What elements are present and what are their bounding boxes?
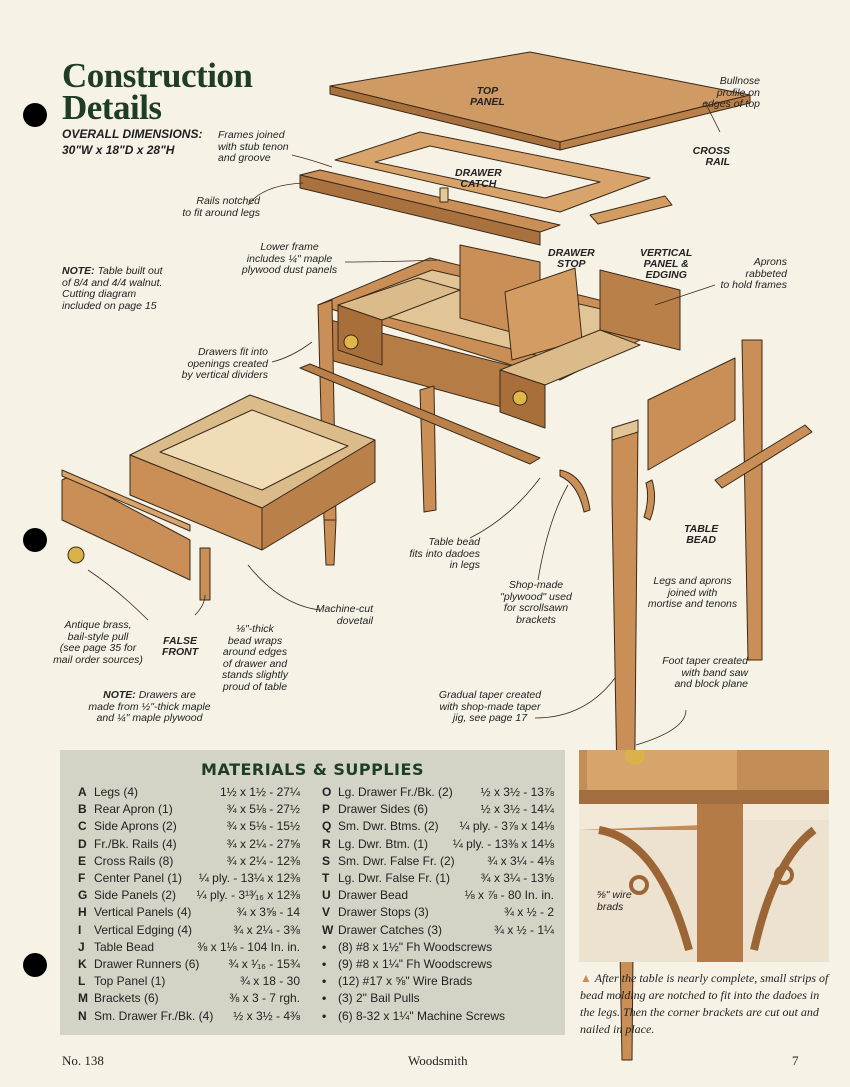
material-name: Lg. Dwr. Btm. (1) [338, 836, 429, 851]
material-name: Side Panels (2) [94, 888, 177, 903]
material-row [78, 818, 300, 835]
material-key: D [78, 836, 87, 851]
label-drawer-stop: DRAWER STOP [548, 247, 595, 270]
materials-title: MATERIALS & SUPPLIES [201, 760, 424, 779]
material-row [322, 904, 554, 921]
material-name: Drawer Stops (3) [338, 905, 429, 920]
rear-leg [742, 340, 762, 660]
material-name: Brackets (6) [94, 991, 159, 1006]
side-apron-part [648, 358, 735, 470]
page-title: Construction Details [62, 56, 253, 127]
material-row [322, 956, 554, 973]
material-row [78, 801, 300, 818]
material-key: R [322, 836, 331, 851]
material-size: ¼ ply. - 3⅞ x 14⅛ [459, 819, 554, 834]
material-name: Center Panel (1) [94, 871, 183, 886]
material-row [78, 904, 300, 921]
label-frames-joined: Frames joined with stub tenon and groove [218, 129, 289, 164]
label-rails-notched: Rails notched to fit around legs [182, 195, 260, 219]
material-name: Sm. Dwr. Btms. (2) [338, 819, 439, 834]
label-table-bead-fits: Table bead fits into dadoes in legs [409, 536, 480, 571]
material-name: (6) 8-32 x 1¼" Machine Screws [338, 1008, 505, 1023]
material-size: ¾ x 3¼ - 13⅝ [480, 871, 554, 886]
material-size: ⅜ x 3 - 7 rgh. [229, 991, 300, 1006]
material-key: E [78, 853, 87, 868]
material-name: Legs (4) [94, 785, 139, 799]
material-key: P [322, 802, 331, 817]
material-key: F [78, 871, 86, 886]
material-row [322, 818, 554, 835]
label-false-front: FALSE FRONT [162, 635, 199, 658]
material-row [78, 853, 300, 870]
material-name: Vertical Edging (4) [94, 922, 193, 937]
material-key: • [322, 957, 327, 972]
material-name: (9) #8 x 1¼" Fh Woodscrews [338, 957, 493, 972]
material-size: ¾ x 2¼ - 3⅜ [233, 922, 300, 937]
footer-issue: No. 138 [62, 1053, 104, 1068]
material-key: S [322, 853, 331, 868]
material-row [322, 801, 554, 818]
material-key: C [78, 819, 87, 834]
material-name: Lg. Dwr. False Fr. (1) [338, 871, 451, 886]
material-name: (8) #8 x 1½" Fh Woodscrews [338, 939, 493, 954]
material-size: ¼ ply. - 13⅜ x 14⅛ [452, 836, 554, 851]
material-key: B [78, 802, 87, 817]
material-size: ½ x 3½ - 13⅞ [480, 785, 554, 799]
material-size: ¾ x ½ - 1¼ [493, 922, 554, 937]
material-row [322, 887, 554, 904]
material-key: H [78, 905, 87, 920]
note-walnut: NOTE: Table built out of 8/4 and 4/4 walnut. Cutting diagram included on page 15 [62, 265, 163, 312]
material-name: Lg. Drawer Fr./Bk. (2) [338, 785, 453, 799]
material-size: ¾ x 18 - 30 [239, 974, 300, 989]
material-size: ¾ x ¹⁄₁₆ - 15¾ [228, 957, 300, 972]
material-name: Drawer Catches (3) [338, 922, 443, 937]
material-name: Table Bead [94, 939, 155, 954]
material-name: Sm. Drawer Fr./Bk. (4) [94, 1008, 214, 1023]
label-lower-frame: Lower frame includes ¼" maple plywood dust panels [241, 241, 338, 276]
photo-caption: ▲ After the table is nearly complete, small strips of bead molding are notched to fit into the dadoes in the legs. Then the corner brackets are cut out and nailed in place. [580, 971, 829, 1036]
materials-left-column [78, 784, 300, 1025]
material-key: • [322, 1008, 327, 1023]
material-name: Side Aprons (2) [94, 819, 177, 834]
material-size: ½ x 3½ - 4⅜ [233, 1008, 300, 1023]
material-key: O [322, 785, 332, 799]
material-key: G [78, 888, 88, 903]
material-row [322, 784, 554, 801]
footer-page-number: 7 [792, 1053, 799, 1068]
material-key: M [78, 991, 88, 1006]
material-name: Drawer Runners (6) [94, 957, 200, 972]
material-size: ½ x 3½ - 14¼ [480, 802, 554, 817]
material-name: Rear Apron (1) [94, 802, 173, 817]
material-row [322, 990, 554, 1007]
label-drawers-fit: Drawers fit into openings created by vertical dividers [181, 346, 268, 381]
material-name: Sm. Dwr. False Fr. (2) [338, 853, 455, 868]
triangle-bullet-icon: ▲ [580, 971, 592, 985]
label-vertical-panel: VERTICAL PANEL & EDGING [640, 247, 693, 281]
material-row [78, 784, 300, 801]
note-drawers: NOTE: Drawers are made from ½"-thick maple and ¼" maple plywood [88, 689, 211, 724]
label-shop-made: Shop-made "plywood" used for scrollsawn brackets [500, 579, 572, 626]
material-row [78, 990, 300, 1007]
material-name: (12) #17 x ⅝" Wire Brads [338, 974, 473, 989]
materials-right-column [322, 784, 554, 1025]
material-key: A [78, 785, 87, 799]
material-row [78, 956, 300, 973]
label-table-bead: TABLE BEAD [684, 523, 719, 546]
label-machine-cut: Machine-cut dovetail [315, 603, 373, 627]
material-size: ¼ ply. - 3¹³⁄₁₆ x 12⅜ [196, 888, 300, 903]
material-key: L [78, 974, 86, 989]
material-key: I [78, 922, 82, 937]
material-row [78, 870, 300, 887]
material-size: ⅛ x ⅞ - 80 In. in. [464, 888, 554, 903]
material-row [322, 922, 554, 939]
material-key: W [322, 922, 334, 937]
material-row [78, 939, 300, 956]
material-size: ¼ ply. - 13¼ x 12⅜ [198, 871, 300, 886]
material-key: V [322, 905, 331, 920]
material-key: • [322, 939, 327, 954]
material-key: T [322, 871, 330, 886]
label-aprons: Aprons rabbeted to hold frames [720, 256, 787, 291]
label-drawer-catch: DRAWER CATCH [455, 167, 502, 190]
material-name: Drawer Sides (6) [338, 802, 429, 817]
material-size: ¾ x 2¼ - 12⅜ [226, 853, 300, 868]
material-name: Cross Rails (8) [94, 853, 174, 868]
label-cross-rail: CROSS RAIL [692, 145, 730, 168]
material-size: ⅜ x 1⅛ - 104 In. in. [197, 939, 300, 954]
material-key: Q [322, 819, 332, 834]
material-row [78, 836, 300, 853]
material-row [322, 1008, 554, 1025]
material-size: ¾ x 5⅛ - 15½ [226, 819, 300, 834]
material-row [322, 853, 554, 870]
label-bullnose: Bullnose profile on edges of top [702, 75, 760, 110]
overall-dimensions: OVERALL DIMENSIONS: 30"W x 18"D x 28"H [62, 127, 203, 157]
materials-box [60, 750, 565, 1035]
material-name: Vertical Panels (4) [94, 905, 192, 920]
label-foot-taper: Foot taper created with band saw and block plane [662, 655, 748, 690]
material-size: ¾ x ½ - 2 [503, 905, 554, 920]
material-name: Top Panel (1) [94, 974, 166, 989]
material-name: (3) 2" Bail Pulls [338, 991, 420, 1006]
material-key: J [78, 939, 85, 954]
material-key: K [78, 957, 87, 972]
material-size: ¾ x 3⅝ - 14 [236, 905, 300, 920]
label-bead-wraps: ⅛"-thick bead wraps around edges of drawer and stands slightly proud of table [222, 623, 288, 693]
material-name: Drawer Bead [338, 888, 409, 903]
material-row [322, 836, 554, 853]
material-row [78, 887, 300, 904]
material-key: N [78, 1008, 87, 1023]
footer-magazine: Woodsmith [408, 1053, 468, 1068]
corner-photo [579, 750, 829, 962]
material-row [322, 939, 554, 956]
front-leg-right [612, 420, 638, 1060]
material-key: • [322, 974, 327, 989]
top-panel-part [330, 52, 750, 142]
corner-bracket-photo [579, 750, 829, 962]
material-name: Fr./Bk. Rails (4) [94, 836, 177, 851]
label-gradual-taper: Gradual taper created with shop-made taper jig, see page 17 [438, 689, 542, 724]
material-row [78, 922, 300, 939]
material-key: U [322, 888, 331, 903]
material-row [322, 870, 554, 887]
material-row [322, 973, 554, 990]
material-size: ¾ x 3¼ - 4⅛ [487, 853, 554, 868]
material-size: ¾ x 5⅛ - 27½ [226, 802, 300, 817]
material-key: • [322, 991, 327, 1006]
label-top-panel: TOP PANEL [470, 85, 505, 108]
cross-rail-part [590, 196, 672, 224]
label-antique: Antique brass, bail-style pull (see page 35 for mail order sources) [53, 619, 143, 666]
material-row [78, 1008, 300, 1025]
material-row [78, 973, 300, 990]
label-legs-aprons: Legs and aprons joined with mortise and tenons [647, 575, 738, 610]
material-size: 1½ x 1½ - 27¼ [219, 785, 300, 799]
label-wire-brads: ⅝" wire brads [597, 889, 632, 913]
material-size: ¾ x 2¼ - 27⅝ [226, 836, 300, 851]
